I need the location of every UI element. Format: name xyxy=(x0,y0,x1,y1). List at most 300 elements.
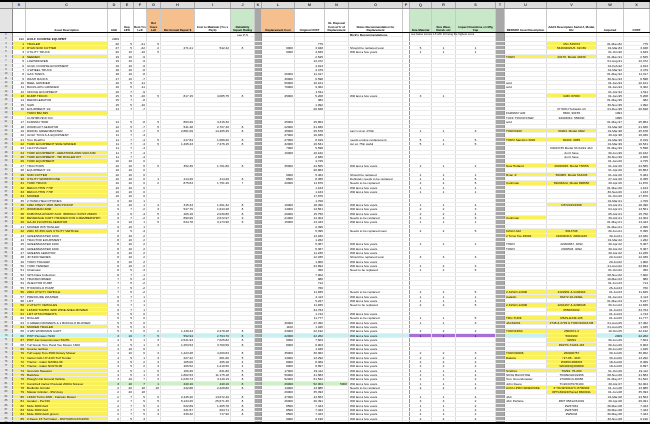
cell-replacement-cost[interactable]: 9000 xyxy=(262,417,295,420)
cell-cost[interactable]: 11,235 xyxy=(624,251,650,254)
cell-asset-description[interactable]: Tractor - Gator NZ3RA-06 xyxy=(26,360,108,363)
cell-repair-description[interactable] xyxy=(505,37,547,40)
cell-cost-to-maintain[interactable] xyxy=(195,173,231,176)
cell-ret-annual-repair[interactable]: 271.21 xyxy=(161,46,195,49)
cell-replacement-cost[interactable]: 21000 xyxy=(262,216,295,219)
cell-score-downtime[interactable] xyxy=(456,234,496,237)
cell-repair-description[interactable] xyxy=(505,312,547,315)
row-number[interactable]: 31 xyxy=(0,164,13,167)
cell-score-wear[interactable] xyxy=(432,116,456,119)
cell-asset-description[interactable]: SEEDER xyxy=(26,55,108,58)
cell-impact-rating[interactable] xyxy=(231,107,255,110)
cell-age[interactable]: 11 xyxy=(108,138,121,141)
cell-cost-to-maintain[interactable] xyxy=(195,347,231,350)
cell-dep-life[interactable]: 7 xyxy=(121,216,134,219)
cell-ret-annual-repair[interactable] xyxy=(161,42,195,45)
cell-replacement-cost[interactable]: 25000 xyxy=(262,120,295,123)
column-letter-W[interactable]: W xyxy=(597,2,624,8)
cell-impact-rating[interactable] xyxy=(231,277,255,280)
cell-dep-life[interactable]: 5 xyxy=(121,94,134,97)
cell-rem-yrs-left[interactable]: 5 xyxy=(134,404,147,407)
cell-ret-years-left[interactable] xyxy=(147,146,161,149)
cell-impact-rating[interactable] xyxy=(231,225,255,228)
cell-serial-model[interactable]: 62094 xyxy=(547,338,597,341)
cell-cost[interactable]: 7,423 xyxy=(624,404,650,407)
cell-score-downtime[interactable] xyxy=(456,151,496,154)
cell-rem-yrs-left[interactable]: -7 xyxy=(134,77,147,80)
cell-asset-description[interactable]: 3 GREEN MOWERS & 1 BUFFALO BLOWER xyxy=(26,321,108,324)
cell-score-material[interactable]: 2 xyxy=(410,207,432,210)
cell-ret-annual-repair[interactable] xyxy=(161,85,195,88)
cell-gl-disposal[interactable] xyxy=(325,168,349,171)
cell-score-downtime[interactable] xyxy=(456,199,496,202)
cell-ret-annual-repair[interactable] xyxy=(161,273,195,276)
cell-item-number[interactable]: 71 xyxy=(13,356,26,359)
row-number[interactable]: 6 xyxy=(0,55,13,58)
cell-score-material[interactable]: 2 xyxy=(410,417,432,420)
cell-asset-description[interactable]: GA-30 FLOATING AERATOR xyxy=(26,220,108,223)
cell-rem-yrs-left[interactable]: -4 xyxy=(134,133,147,136)
cell-item-number[interactable]: 31 xyxy=(13,181,26,184)
cell-original-cost[interactable]: 4,629 xyxy=(295,50,325,53)
cell-cost-to-maintain[interactable] xyxy=(195,42,231,45)
cell-item-number[interactable]: 76 xyxy=(13,377,26,380)
cell-age[interactable]: 4 xyxy=(108,373,121,376)
cell-age[interactable]: 10 xyxy=(108,181,121,184)
cell-score-wear[interactable]: 2 xyxy=(432,360,456,363)
cell-replacement-cost[interactable] xyxy=(262,281,295,284)
cell-serial-model[interactable]: #W37034 xyxy=(547,404,597,407)
cell-serial-model[interactable] xyxy=(547,85,597,88)
cell-score-downtime[interactable] xyxy=(456,343,496,346)
cell-asset-description[interactable]: TRAILER xyxy=(26,42,108,45)
cell-ret-annual-repair[interactable] xyxy=(161,225,195,228)
cell-original-cost[interactable]: 12,036 xyxy=(295,255,325,258)
cell-cost[interactable]: 61,522 xyxy=(624,377,650,380)
cell-age[interactable]: 16 xyxy=(108,85,121,88)
cell-asset-description[interactable]: GREENMASTER 1000 xyxy=(26,242,108,245)
cell-item-number[interactable]: 7 xyxy=(13,68,26,71)
cell-score-wear[interactable] xyxy=(432,103,456,106)
cell-rem-yrs-left[interactable]: -9 xyxy=(134,55,147,58)
cell-notes[interactable]: Needs to be replaced xyxy=(349,386,403,389)
cell-score-material[interactable] xyxy=(410,234,432,237)
cell-score-wear[interactable]: 2 xyxy=(432,356,456,359)
cell-rem-yrs-left[interactable]: 2 xyxy=(134,234,147,237)
row-number[interactable]: 62 xyxy=(0,299,13,302)
cell-score-downtime[interactable]: 5 xyxy=(456,268,496,271)
cell-serial-model[interactable]: 76294, 76-200 xyxy=(547,369,597,372)
cell-gl-disposal[interactable] xyxy=(325,129,349,132)
row-number[interactable]: 36 xyxy=(0,186,13,189)
cell-acquired[interactable]: 01-May-01 xyxy=(597,220,624,223)
cell-cost-to-maintain[interactable]: 7,625.82 xyxy=(195,338,231,341)
cell-cost[interactable]: 52,004 xyxy=(624,382,650,385)
cell-ret-annual-repair[interactable] xyxy=(161,260,195,263)
cell-age[interactable]: 10 xyxy=(108,190,121,193)
cell-repair-description[interactable]: TRU-TURF xyxy=(505,316,547,319)
cell-repair-description[interactable] xyxy=(505,364,547,367)
cell-impact-rating[interactable]: 5 xyxy=(231,369,255,372)
cell-original-cost[interactable]: 18,490 xyxy=(295,203,325,206)
cell-original-cost[interactable] xyxy=(295,116,325,119)
cell-score-wear[interactable]: 1 xyxy=(432,203,456,206)
row-number[interactable]: 73 xyxy=(0,347,13,350)
cell-asset-description[interactable]: INJECTOR PUMP xyxy=(26,281,108,284)
cell-acquired[interactable]: 01-May-99 xyxy=(597,146,624,149)
cell-impact-rating[interactable] xyxy=(231,273,255,276)
cell-score-material[interactable]: 1 xyxy=(410,395,432,398)
cell-notes[interactable]: Will last a few years xyxy=(349,360,403,363)
cell-score-material[interactable]: 5 xyxy=(410,142,432,145)
cell-impact-rating[interactable] xyxy=(231,325,255,328)
cell-impact-rating[interactable] xyxy=(231,229,255,232)
cell-repair-description[interactable]: sold xyxy=(505,81,547,84)
cell-replacement-cost[interactable]: 14000 xyxy=(262,207,295,210)
cell-cost[interactable]: 4,725 xyxy=(624,159,650,162)
cell-score-downtime[interactable] xyxy=(456,277,496,280)
cell-score-material[interactable]: 1 xyxy=(410,268,432,271)
cell-score-wear[interactable] xyxy=(432,42,456,45)
cell-age[interactable]: 5 xyxy=(108,325,121,328)
cell-acquired[interactable]: 01-Apr-00 xyxy=(597,173,624,176)
cell-notes[interactable] xyxy=(349,194,403,197)
cell-age[interactable]: 6 xyxy=(108,299,121,302)
cell-impact-rating[interactable] xyxy=(231,316,255,319)
cell-impact-rating[interactable] xyxy=(231,146,255,149)
cell-item-number[interactable]: 80 xyxy=(13,395,26,398)
cell-original-cost[interactable]: 11,235 xyxy=(295,251,325,254)
cell-rem-yrs-left[interactable]: 1 xyxy=(134,356,147,359)
cell-repair-description[interactable] xyxy=(505,98,547,101)
cell-score-material[interactable]: 1 xyxy=(410,334,432,337)
cell-asset-description[interactable]: LAWNMOWER xyxy=(26,59,108,62)
cell-ret-years-left[interactable] xyxy=(147,37,161,40)
cell-repair-description[interactable]: TORO Sandpro 3020 xyxy=(505,138,547,141)
cell-gl-disposal[interactable] xyxy=(325,216,349,219)
cell-notes[interactable] xyxy=(349,111,403,114)
cell-rem-yrs-left[interactable]: 1 xyxy=(134,308,147,311)
cell-rem-yrs-left[interactable]: -7 xyxy=(134,129,147,132)
cell-serial-model[interactable] xyxy=(547,299,597,302)
cell-age[interactable]: 2 xyxy=(108,390,121,393)
cell-cost-to-maintain[interactable]: 440.16 xyxy=(195,382,231,385)
cell-original-cost[interactable]: 15,750 xyxy=(295,212,325,215)
cell-age[interactable]: 7 xyxy=(108,286,121,289)
cell-score-material[interactable] xyxy=(410,199,432,202)
cell-score-downtime[interactable] xyxy=(456,260,496,263)
cell-item-number[interactable]: 44 xyxy=(13,238,26,241)
cell-cost-to-maintain[interactable]: 1,265.78 xyxy=(195,404,231,407)
cell-score-material[interactable] xyxy=(410,68,432,71)
cell-impact-rating[interactable] xyxy=(231,116,255,119)
cell-score-material[interactable]: 2 xyxy=(410,212,432,215)
cell-acquired[interactable]: 01-Oct-00 xyxy=(597,194,624,197)
cell-ret-years-left[interactable] xyxy=(147,55,161,58)
cell-replacement-cost[interactable] xyxy=(262,98,295,101)
cell-ret-years-left[interactable] xyxy=(147,199,161,202)
cell-impact-rating[interactable]: 8 xyxy=(231,46,255,49)
cell-dep-life[interactable]: 10 xyxy=(121,351,134,354)
cell-replacement-cost[interactable] xyxy=(262,277,295,280)
cell-rem-yrs-left[interactable] xyxy=(134,37,147,40)
cell-dep-life[interactable]: 7 xyxy=(121,308,134,311)
cell-item-number[interactable]: 40 xyxy=(13,220,26,223)
cell-gl-disposal[interactable] xyxy=(325,186,349,189)
cell-rem-yrs-left[interactable]: 1 xyxy=(134,338,147,341)
cell-score-downtime[interactable] xyxy=(456,194,496,197)
cell-score-downtime[interactable] xyxy=(456,116,496,119)
cell-impact-rating[interactable] xyxy=(231,199,255,202)
cell-score-downtime[interactable]: 2 xyxy=(456,386,496,389)
cell-dep-life[interactable]: 10 xyxy=(121,382,134,385)
cell-replacement-cost[interactable]: 9000 xyxy=(262,46,295,49)
cell-original-cost[interactable]: 980 xyxy=(295,277,325,280)
cell-repair-description[interactable] xyxy=(505,142,547,145)
cell-score-material[interactable]: 3 xyxy=(410,399,432,402)
cell-serial-model[interactable] xyxy=(547,216,597,219)
cell-score-material[interactable]: 1 xyxy=(410,369,432,372)
cell-dep-life[interactable]: 20 xyxy=(121,386,134,389)
cell-ret-years-left[interactable] xyxy=(147,190,161,193)
cell-cost-to-maintain[interactable]: 7,476.15 xyxy=(195,142,231,145)
cell-original-cost[interactable]: 1,743 xyxy=(295,312,325,315)
cell-score-wear[interactable]: 2 xyxy=(432,212,456,215)
cell-dep-life[interactable]: 5 xyxy=(121,312,134,315)
cell-asset-description[interactable]: TRACTOR EQUIPMENT xyxy=(26,238,108,241)
cell-original-cost[interactable]: 35,393 xyxy=(295,390,325,393)
cell-item-number[interactable]: 29 xyxy=(13,173,26,176)
cell-replacement-cost[interactable] xyxy=(262,234,295,237)
cell-gl-disposal[interactable] xyxy=(325,212,349,215)
cell-item-number[interactable]: 58 xyxy=(13,299,26,302)
row-number[interactable]: 26 xyxy=(0,142,13,145)
cell-cost-to-maintain[interactable]: 4,316.30 xyxy=(195,120,231,123)
cell-score-material[interactable] xyxy=(410,85,432,88)
cell-score-downtime[interactable] xyxy=(456,159,496,162)
cell-age[interactable]: 14 xyxy=(108,107,121,110)
cell-original-cost[interactable]: 11,845 xyxy=(295,290,325,293)
cell-serial-model[interactable]: 84272-10-210EL xyxy=(547,295,597,298)
cell-repair-description[interactable] xyxy=(505,133,547,136)
cell-score-material[interactable] xyxy=(410,312,432,315)
cell-notes[interactable] xyxy=(349,85,403,88)
cell-impact-rating[interactable]: 8 xyxy=(231,399,255,402)
cell-cost-to-maintain[interactable]: 11,175.18 xyxy=(195,373,231,376)
row-number[interactable]: 12 xyxy=(0,81,13,84)
cell-score-wear[interactable]: 1 xyxy=(432,173,456,176)
cell-score-material[interactable]: 1 xyxy=(410,299,432,302)
cell-notes[interactable]: Will last a few years xyxy=(349,186,403,189)
cell-impact-rating[interactable] xyxy=(231,190,255,193)
cell-repair-description[interactable] xyxy=(505,203,547,206)
cell-score-wear[interactable] xyxy=(432,90,456,93)
cell-ret-years-left[interactable]: 10 xyxy=(147,386,161,389)
cell-cost-to-maintain[interactable] xyxy=(195,194,231,197)
cell-score-downtime[interactable]: 2 xyxy=(456,417,496,420)
cell-dep-life[interactable]: 7 xyxy=(121,155,134,158)
cell-original-cost[interactable]: 4,479 xyxy=(295,68,325,71)
cell-score-material[interactable]: 1 xyxy=(410,295,432,298)
cell-age[interactable]: 12 xyxy=(108,125,121,128)
cell-item-number[interactable]: 67 xyxy=(13,338,26,341)
row-number[interactable]: 60 xyxy=(0,290,13,293)
cell-item-number[interactable]: 53 xyxy=(13,277,26,280)
cell-original-cost[interactable]: 2,525 xyxy=(295,55,325,58)
cell-notes[interactable]: Will last a few years xyxy=(349,295,403,298)
cell-gl-disposal[interactable] xyxy=(325,85,349,88)
cell-replacement-cost[interactable]: 16000 xyxy=(262,151,295,154)
cell-item-number[interactable]: 49 xyxy=(13,260,26,263)
row-number[interactable]: 8 xyxy=(0,64,13,67)
cell-item-number[interactable]: 18 xyxy=(13,125,26,128)
cell-asset-description[interactable]: LIFT xyxy=(26,299,108,302)
cell-score-material[interactable]: 5 xyxy=(410,46,432,49)
cell-acquired[interactable]: 01-Jul-05 xyxy=(597,316,624,319)
cell-dep-life[interactable]: 10 xyxy=(121,238,134,241)
cell-score-wear[interactable] xyxy=(432,107,456,110)
cell-dep-life[interactable]: 10 xyxy=(121,199,134,202)
cell-score-downtime[interactable]: 3 xyxy=(456,321,496,324)
cell-original-cost[interactable]: 8,455 xyxy=(295,177,325,180)
cell-asset-description[interactable]: Master Grinder - 952 Assy xyxy=(26,390,108,393)
cell-dep-life[interactable]: 10 xyxy=(121,173,134,176)
cell-gl-disposal[interactable] xyxy=(325,94,349,97)
cell-age[interactable]: 13 xyxy=(108,120,121,123)
cell-notes[interactable]: Will last a few years xyxy=(349,212,403,215)
cell-replacement-cost[interactable] xyxy=(262,251,295,254)
cell-asset-description[interactable]: REEL GRINDER xyxy=(26,81,108,84)
cell-gl-disposal[interactable] xyxy=(325,386,349,389)
cell-serial-model[interactable] xyxy=(547,125,597,128)
cell-score-downtime[interactable] xyxy=(456,251,496,254)
cell-score-wear[interactable] xyxy=(432,55,456,58)
cell-asset-description[interactable]: EQUIPMENT 1/2 xyxy=(26,168,108,171)
cell-cost[interactable]: 16,531 xyxy=(624,142,650,145)
cell-notes[interactable]: Will last a few years xyxy=(349,351,403,354)
cell-ret-annual-repair[interactable] xyxy=(161,325,195,328)
cell-item-number[interactable]: 85 xyxy=(13,417,26,420)
cell-replacement-cost[interactable]: 9000 xyxy=(262,338,295,341)
cell-replacement-cost[interactable]: 1100 xyxy=(262,325,295,328)
cell-repair-description[interactable] xyxy=(505,159,547,162)
cell-ret-annual-repair[interactable]: 166.36 xyxy=(161,369,195,372)
cell-repair-description[interactable] xyxy=(505,77,547,80)
cell-replacement-cost[interactable] xyxy=(262,273,295,276)
cell-item-number[interactable]: 34 xyxy=(13,194,26,197)
cell-repair-description[interactable] xyxy=(505,334,547,337)
cell-repair-description[interactable]: 2-KZGO-12000 xyxy=(505,290,547,293)
cell-serial-model[interactable]: (17-06 - 410) xyxy=(547,356,597,359)
cell-score-material[interactable] xyxy=(410,251,432,254)
cell-impact-rating[interactable] xyxy=(231,299,255,302)
cell-age[interactable]: 9 xyxy=(108,212,121,215)
cell-replacement-cost[interactable]: 30000 xyxy=(262,77,295,80)
cell-original-cost[interactable]: 5,598 xyxy=(295,146,325,149)
cell-replacement-cost[interactable] xyxy=(262,242,295,245)
cell-gl-disposal[interactable] xyxy=(325,343,349,346)
cell-dep-life[interactable]: 10 xyxy=(121,177,134,180)
cell-score-downtime[interactable]: 2 xyxy=(456,364,496,367)
cell-score-wear[interactable] xyxy=(432,199,456,202)
cell-original-cost[interactable]: 1,900 xyxy=(295,260,325,263)
cell-cost-to-maintain[interactable]: 4,085.75 xyxy=(195,94,231,97)
cell-item-number[interactable]: 15 xyxy=(13,103,26,106)
cell-notes[interactable] xyxy=(349,199,403,202)
cell-ret-annual-repair[interactable] xyxy=(161,59,195,62)
cell-acquired[interactable]: 01-Mar-01 xyxy=(597,199,624,202)
cell-original-cost[interactable]: 25,678 xyxy=(295,129,325,132)
cell-dep-life[interactable]: 10 xyxy=(121,334,134,337)
cell-item-number[interactable]: 46 xyxy=(13,247,26,250)
cell-ret-years-left[interactable] xyxy=(147,159,161,162)
cell-age[interactable]: 15 xyxy=(108,103,121,106)
cell-notes[interactable]: Will last a few years xyxy=(349,377,403,380)
cell-rem-yrs-left[interactable]: 1 xyxy=(134,303,147,306)
cell-asset-description[interactable]: 1992 CHEVY 1500 4WD PICKUP xyxy=(26,203,108,206)
cell-replacement-cost[interactable]: 32000 xyxy=(262,142,295,145)
cell-score-wear[interactable]: 2 xyxy=(432,207,456,210)
cell-score-wear[interactable]: 2 xyxy=(432,386,456,389)
cell-ret-annual-repair[interactable] xyxy=(161,107,195,110)
row-number[interactable]: 58 xyxy=(0,281,13,284)
cell-dep-life[interactable]: 10 xyxy=(121,203,134,206)
cell-dep-life[interactable]: 5 xyxy=(121,103,134,106)
row-number[interactable]: 22 xyxy=(0,125,13,128)
cell-score-material[interactable]: 2 xyxy=(410,329,432,332)
cell-cost[interactable]: 34,763 xyxy=(624,308,650,311)
col-header-original-cost[interactable]: Original COST xyxy=(295,9,325,32)
cell-score-downtime[interactable] xyxy=(456,111,496,114)
cell-score-wear[interactable] xyxy=(432,277,456,280)
cell-acquired[interactable]: 18-Jul-06 xyxy=(597,360,624,363)
cell-impact-rating[interactable] xyxy=(231,81,255,84)
cell-gl-disposal[interactable] xyxy=(325,207,349,210)
cell-replacement-cost[interactable] xyxy=(262,186,295,189)
cell-score-wear[interactable]: 1 xyxy=(432,421,456,424)
cell-ret-annual-repair[interactable] xyxy=(161,308,195,311)
cell-score-material[interactable] xyxy=(410,98,432,101)
cell-acquired[interactable]: 01-Mar-08 xyxy=(597,395,624,398)
cell-score-wear[interactable] xyxy=(432,77,456,80)
cell-ret-years-left[interactable]: 2 xyxy=(147,46,161,49)
cell-acquired[interactable]: 01-Jan-94 xyxy=(597,81,624,84)
cell-ret-annual-repair[interactable] xyxy=(161,264,195,267)
cell-score-wear[interactable]: 1 xyxy=(432,50,456,53)
cell-score-downtime[interactable] xyxy=(456,81,496,84)
cell-impact-rating[interactable]: 9 xyxy=(231,216,255,219)
row-number[interactable]: 17 xyxy=(0,103,13,106)
cell-age[interactable]: 9 xyxy=(108,216,121,219)
cell-score-downtime[interactable]: 5 xyxy=(456,303,496,306)
cell-gl-disposal[interactable] xyxy=(325,59,349,62)
cell-serial-model[interactable]: 9500, 90155 xyxy=(547,111,597,114)
cell-cost-to-maintain[interactable] xyxy=(195,316,231,319)
cell-repair-description[interactable]: 2 Toros Tee #4092 xyxy=(505,234,547,237)
cell-score-downtime[interactable] xyxy=(456,42,496,45)
cell-replacement-cost[interactable]: 22000 xyxy=(262,125,295,128)
cell-ret-annual-repair[interactable]: 1,423.28 xyxy=(161,351,195,354)
cell-impact-rating[interactable] xyxy=(231,120,255,123)
cell-repair-description[interactable] xyxy=(505,42,547,45)
cell-serial-model[interactable]: 2300503, 4092 xyxy=(547,247,597,250)
cell-asset-description[interactable]: GAS TANKS xyxy=(26,72,108,75)
cell-score-material[interactable] xyxy=(410,64,432,67)
cell-replacement-cost[interactable]: 26000 xyxy=(262,382,295,385)
cell-score-downtime[interactable]: 2 xyxy=(456,360,496,363)
cell-original-cost[interactable]: 8,369 xyxy=(295,360,325,363)
cell-acquired[interactable]: 18-Jul-06 xyxy=(597,364,624,367)
